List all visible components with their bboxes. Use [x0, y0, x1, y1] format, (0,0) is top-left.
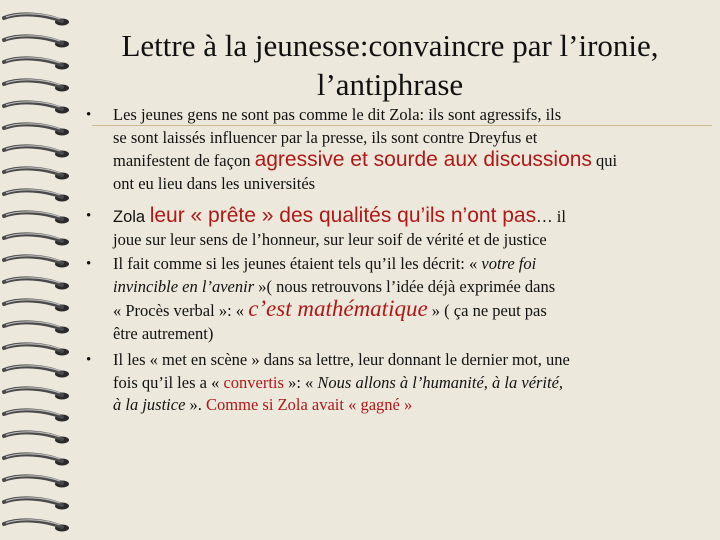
bullet-1-line-3-end: qui [591, 151, 618, 170]
bullet-4-line-2: fois qu’il les a « [113, 372, 224, 392]
bullet-3-highlight: c’est mathématique [248, 296, 428, 321]
bullet-2 [86, 205, 674, 251]
bullet-4-quote-start: Nous allons à l’humanité, à la vérité, [317, 372, 564, 392]
bullet-list [86, 104, 674, 417]
title-line-1: Lettre à la jeunesse:convaincre par l’ironie, [121, 28, 659, 63]
bullet-1-line-4: ont eu lieu dans les universités [113, 173, 316, 193]
bullet-3-line-2: »( nous retrouvons l’idée déjà exprimée dans [254, 276, 556, 296]
bullet-4-line-3: ». [185, 395, 207, 414]
bullet-4-quote-end: à la justice [113, 395, 186, 414]
bullet-1-highlight: agressive et sourde aux discussions [254, 148, 592, 171]
bullet-4 [86, 349, 674, 417]
title-line-2: l’antiphrase [316, 67, 464, 102]
bullet-3-line-4: être autrement) [113, 323, 214, 343]
bullet-3-line-3-end: » ( ça ne peut pas [427, 301, 547, 320]
bullet-4-highlight-gagne: Comme si Zola avait « gagné » [206, 395, 413, 414]
bullet-marker: • [86, 352, 92, 368]
bullet-2-zola: Zola [113, 208, 150, 226]
bullet-2-line-2: joue sur leur sens de l’honneur, sur leur soif de vérité et de justice [113, 229, 547, 249]
bullet-2-line-1-end: … il [536, 207, 566, 226]
bullet-1-line-3: manifestent de façon [113, 151, 255, 170]
bullet-1 [86, 104, 674, 195]
bullet-marker: • [86, 208, 92, 224]
bullet-2-highlight: leur « prête » des qualités qu’ils n’ont pas [149, 204, 537, 227]
bullet-3 [86, 253, 674, 345]
bullet-3-quote-end: invincible en l’avenir [113, 276, 255, 296]
slide-title [90, 26, 690, 104]
bullet-3-quote-start: votre foi [481, 254, 537, 273]
bullet-1-line-2: se sont laissés influencer par la presse, ils sont contre Dreyfus et [113, 127, 538, 147]
bullet-1-line-1: Les jeunes gens ne sont pas comme le dit Zola: ils sont agressifs, ils [113, 105, 562, 124]
bullet-marker: • [86, 256, 92, 272]
bullet-4-line-2-mid: »: « [283, 372, 318, 392]
bullet-3-line-3: « Procès verbal »: « [113, 301, 249, 320]
spiral-binding [0, 0, 80, 540]
bullet-4-highlight-convertis: convertis [223, 372, 284, 392]
bullet-4-line-1: Il les « met en scène » dans sa lettre, leur donnant le dernier mot, une [113, 350, 570, 369]
bullet-marker: • [86, 107, 92, 123]
bullet-3-line-1: Il fait comme si les jeunes étaient tels qu’il les décrit: « [113, 254, 482, 273]
